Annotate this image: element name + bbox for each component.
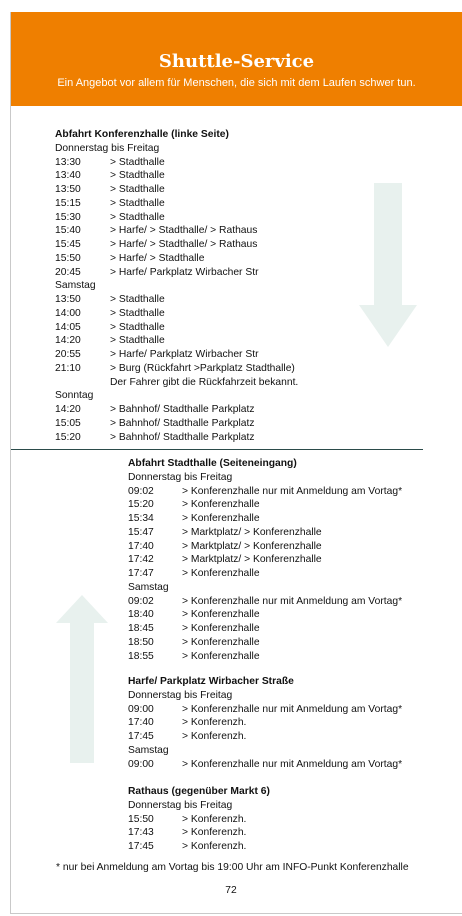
section-divider [11, 449, 423, 450]
schedule-row [128, 595, 402, 609]
schedule-row [128, 703, 402, 717]
destination: > Stadthalle [110, 307, 165, 319]
destination: > Konferenzh. [182, 841, 247, 852]
destination: > Konferenzhalle [182, 636, 260, 648]
schedule-harfe [128, 675, 402, 771]
departure-time: 20:45 [55, 266, 81, 278]
destination: > Konferenzhalle nur mit Anmeldung am Vortag* [182, 595, 403, 607]
destination: > Konferenzhalle nur mit Anmeldung am Vortag* [182, 758, 403, 770]
schedule-row [55, 183, 298, 197]
day-label: Donnerstag bis Freitag [55, 142, 160, 154]
destination: > Harfe/ > Stadthalle/ > Rathaus [110, 239, 258, 250]
driver-note: Der Fahrer gibt die Rückfahrzeit bekannt. [110, 376, 299, 388]
schedule-row [128, 813, 270, 827]
departure-time: 09:02 [128, 485, 154, 497]
schedule-row [55, 362, 298, 376]
schedule-row [128, 636, 402, 650]
schedule-row [128, 730, 402, 744]
day-label: Samstag [128, 581, 169, 593]
destination: > Harfe/ > Stadthalle/ > Rathaus [110, 225, 258, 237]
destination: > Bahnhof/ Stadthalle Parkplatz [110, 404, 255, 415]
destination: > Stadthalle [110, 335, 165, 347]
day-label: Donnerstag bis Freitag [128, 799, 233, 811]
departure-time: 15:05 [55, 417, 81, 429]
destination: > Konferenzhalle nur mit Anmeldung am Vortag* [182, 485, 403, 497]
departure-time: 17:45 [128, 841, 154, 852]
schedule-row [128, 526, 402, 540]
departure-time: 15:20 [55, 431, 81, 443]
schedule-row [55, 197, 298, 211]
schedule-row [55, 431, 298, 445]
schedule-row [128, 540, 402, 554]
schedule-row [55, 266, 298, 280]
section-heading: Abfahrt Stadthalle (Seiteneingang) [128, 458, 297, 469]
departure-time: 09:02 [128, 595, 154, 607]
destination: > Burg (Rückfahrt >Parkplatz Stadthalle) [110, 362, 295, 374]
schedule-stadthalle [128, 457, 402, 663]
departure-time: 17:43 [128, 827, 154, 839]
day-label: Sonntag [55, 390, 94, 402]
departure-time: 18:40 [128, 609, 154, 621]
destination: > Stadthalle [110, 321, 165, 333]
departure-time: 17:42 [128, 554, 154, 566]
departure-time: 13:50 [55, 294, 81, 305]
header-banner [11, 12, 462, 106]
destination: > Konferenzhalle nur mit Anmeldung am Vortag* [182, 703, 403, 715]
departure-time: 15:47 [128, 526, 154, 538]
schedule-row [55, 238, 298, 252]
destination: > Stadthalle [110, 294, 165, 305]
schedule-row [128, 608, 402, 622]
destination: > Bahnhof/ Stadthalle Parkplatz [110, 431, 255, 443]
destination: > Marktplatz/ > Konferenzhalle [182, 540, 322, 552]
destination: > Stadthalle [110, 184, 165, 195]
departure-time: 18:45 [128, 623, 154, 634]
departure-time: 15:34 [128, 513, 154, 524]
destination: > Stadthalle [110, 197, 165, 209]
departure-time: 20:55 [55, 349, 81, 360]
departure-time: 18:50 [128, 636, 154, 648]
destination: > Stadthalle [110, 170, 165, 182]
departure-time: 14:20 [55, 335, 81, 347]
schedule-row [55, 293, 298, 307]
schedule-row [55, 211, 298, 225]
schedule-row [128, 716, 402, 730]
schedule-row [128, 567, 402, 581]
departure-time: 15:40 [55, 225, 81, 237]
schedule-row [55, 252, 298, 266]
page-subtitle: Ein Angebot vor allem für Menschen, die sich mit dem Laufen schwer tun. [57, 77, 416, 89]
departure-time: 13:40 [55, 170, 81, 182]
schedule-row [55, 156, 298, 170]
destination: > Harfe/ Parkplatz Wirbacher Str [110, 266, 259, 278]
departure-time: 15:45 [55, 239, 81, 250]
destination: > Bahnhof/ Stadthalle Parkplatz [110, 417, 255, 429]
destination: > Stadthalle [110, 156, 165, 168]
destination: > Konferenzhalle [182, 499, 260, 511]
schedule-row [55, 403, 298, 417]
arrow-down-icon [359, 183, 417, 347]
departure-time: 15:20 [128, 499, 154, 511]
day-label: Donnerstag bis Freitag [128, 471, 233, 483]
schedule-row [55, 307, 298, 321]
arrow-up-icon [56, 595, 108, 763]
destination: > Marktplatz/ > Konferenzhalle [182, 554, 322, 566]
destination: > Konferenzhalle [182, 513, 260, 524]
schedule-row [128, 758, 402, 772]
departure-time: 14:00 [55, 307, 81, 319]
schedule-row [128, 485, 402, 499]
schedule-row [128, 498, 402, 512]
destination: > Konferenzhalle [182, 623, 260, 634]
schedule-row [128, 512, 402, 526]
destination: > Konferenzhalle [182, 609, 260, 621]
schedule-konferenzhalle [55, 128, 298, 444]
schedule-row [128, 650, 402, 664]
schedule-row [55, 224, 298, 238]
day-label: Samstag [55, 280, 96, 292]
departure-time: 09:00 [128, 758, 154, 770]
section-heading: Rathaus (gegenüber Markt 6) [128, 786, 270, 797]
destination: > Konferenzh. [182, 717, 247, 729]
departure-time: 17:40 [128, 540, 154, 552]
schedule-row [55, 169, 298, 183]
destination: > Konferenzhalle [182, 568, 260, 579]
departure-time: 18:55 [128, 650, 154, 662]
departure-time: 14:20 [55, 404, 81, 415]
departure-time: 21:10 [55, 362, 81, 374]
departure-time: 15:15 [55, 197, 81, 209]
departure-time: 17:45 [128, 731, 154, 742]
schedule-row [128, 622, 402, 636]
schedule-row [55, 348, 298, 362]
departure-time: 17:47 [128, 568, 154, 579]
schedule-rathaus [128, 785, 270, 854]
departure-time: 09:00 [128, 703, 154, 715]
section-heading: Abfahrt Konferenzhalle (linke Seite) [55, 129, 229, 140]
schedule-row [128, 826, 270, 840]
destination: > Harfe/ > Stadthalle [110, 252, 205, 264]
destination: > Konferenzh. [182, 731, 247, 742]
day-label: Samstag [128, 744, 169, 756]
departure-time: 15:50 [55, 252, 81, 264]
schedule-row [55, 321, 298, 335]
departure-time: 13:50 [55, 184, 81, 195]
departure-time: 17:40 [128, 717, 154, 729]
destination: > Konferenzhalle [182, 650, 260, 662]
schedule-row [128, 840, 270, 854]
departure-time: 15:50 [128, 813, 154, 825]
destination: > Konferenzh. [182, 827, 247, 839]
destination: > Stadthalle [110, 211, 165, 223]
destination: > Marktplatz/ > Konferenzhalle [182, 526, 322, 538]
schedule-row [55, 417, 298, 431]
departure-time: 13:30 [55, 156, 81, 168]
schedule-row [128, 553, 402, 567]
day-label: Donnerstag bis Freitag [128, 689, 233, 701]
departure-time: 15:30 [55, 211, 81, 223]
section-heading: Harfe/ Parkplatz Wirbacher Straße [128, 676, 294, 687]
footnote: * nur bei Anmeldung am Vortag bis 19:00 Uhr am INFO-Punkt Konferenzhalle [56, 862, 409, 873]
schedule-row [55, 334, 298, 348]
destination: > Konferenzh. [182, 813, 247, 825]
page-number: 72 [225, 885, 237, 896]
destination: > Harfe/ Parkplatz Wirbacher Str [110, 349, 259, 360]
departure-time: 14:05 [55, 321, 81, 333]
page-title: Shuttle-Service [158, 51, 315, 72]
